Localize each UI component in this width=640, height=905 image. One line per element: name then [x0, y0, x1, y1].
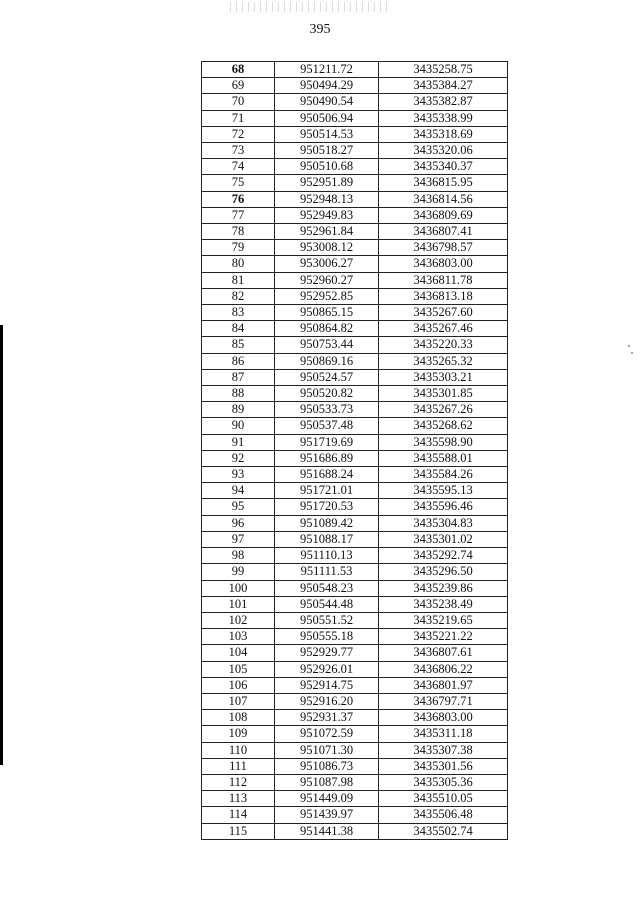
x-coordinate-cell: 952951.89	[275, 175, 379, 191]
y-coordinate-cell: 3436806.22	[379, 661, 508, 677]
table-row	[202, 791, 508, 807]
point-id-cell: 74	[202, 159, 275, 175]
point-id-cell: 100	[202, 580, 275, 596]
table-row	[202, 483, 508, 499]
x-coordinate-cell: 950510.68	[275, 159, 379, 175]
table-row	[202, 596, 508, 612]
y-coordinate-cell: 3436809.69	[379, 207, 508, 223]
y-coordinate-cell: 3435510.05	[379, 791, 508, 807]
point-id-cell: 110	[202, 742, 275, 758]
x-coordinate-cell: 951686.89	[275, 450, 379, 466]
table-row	[202, 710, 508, 726]
x-coordinate-cell: 951720.53	[275, 499, 379, 515]
point-id-cell: 91	[202, 434, 275, 450]
x-coordinate-cell: 950865.15	[275, 305, 379, 321]
point-id-cell: 86	[202, 353, 275, 369]
table-row	[202, 94, 508, 110]
table-row	[202, 62, 508, 78]
x-coordinate-cell: 952961.84	[275, 224, 379, 240]
table-row	[202, 418, 508, 434]
y-coordinate-cell: 3436813.18	[379, 288, 508, 304]
point-id-cell: 107	[202, 693, 275, 709]
y-coordinate-cell: 3435598.90	[379, 434, 508, 450]
y-coordinate-cell: 3435338.99	[379, 110, 508, 126]
x-coordinate-cell: 951072.59	[275, 726, 379, 742]
y-coordinate-cell: 3436801.97	[379, 677, 508, 693]
table-row	[202, 434, 508, 450]
point-id-cell: 105	[202, 661, 275, 677]
table-row	[202, 742, 508, 758]
x-coordinate-cell: 952931.37	[275, 710, 379, 726]
x-coordinate-cell: 952948.13	[275, 191, 379, 207]
point-id-cell: 68	[202, 62, 275, 78]
table-row	[202, 369, 508, 385]
point-id-cell: 78	[202, 224, 275, 240]
x-coordinate-cell: 951086.73	[275, 758, 379, 774]
x-coordinate-cell: 951111.53	[275, 564, 379, 580]
point-id-cell: 96	[202, 515, 275, 531]
y-coordinate-cell: 3435595.13	[379, 483, 508, 499]
point-id-cell: 115	[202, 823, 275, 839]
table-row	[202, 661, 508, 677]
point-id-cell: 104	[202, 645, 275, 661]
table-row	[202, 758, 508, 774]
x-coordinate-cell: 950548.23	[275, 580, 379, 596]
y-coordinate-cell: 3435502.74	[379, 823, 508, 839]
x-coordinate-cell: 951110.13	[275, 548, 379, 564]
table-row	[202, 175, 508, 191]
x-coordinate-cell: 950555.18	[275, 629, 379, 645]
table-row	[202, 499, 508, 515]
x-coordinate-cell: 950520.82	[275, 386, 379, 402]
y-coordinate-cell: 3435239.86	[379, 580, 508, 596]
point-id-cell: 72	[202, 126, 275, 142]
y-coordinate-cell: 3435311.18	[379, 726, 508, 742]
x-coordinate-cell: 951688.24	[275, 467, 379, 483]
y-coordinate-cell: 3435382.87	[379, 94, 508, 110]
point-id-cell: 109	[202, 726, 275, 742]
y-coordinate-cell: 3436814.56	[379, 191, 508, 207]
point-id-cell: 85	[202, 337, 275, 353]
table-row	[202, 402, 508, 418]
table-row	[202, 337, 508, 353]
y-coordinate-cell: 3435384.27	[379, 78, 508, 94]
point-id-cell: 88	[202, 386, 275, 402]
x-coordinate-cell: 950544.48	[275, 596, 379, 612]
point-id-cell: 70	[202, 94, 275, 110]
y-coordinate-cell: 3436811.78	[379, 272, 508, 288]
y-coordinate-cell: 3435221.22	[379, 629, 508, 645]
table-row	[202, 386, 508, 402]
x-coordinate-cell: 950490.54	[275, 94, 379, 110]
y-coordinate-cell: 3436803.00	[379, 256, 508, 272]
point-id-cell: 71	[202, 110, 275, 126]
x-coordinate-cell: 951087.98	[275, 774, 379, 790]
y-coordinate-cell: 3435588.01	[379, 450, 508, 466]
y-coordinate-cell: 3435220.33	[379, 337, 508, 353]
y-coordinate-cell: 3435301.85	[379, 386, 508, 402]
point-id-cell: 101	[202, 596, 275, 612]
y-coordinate-cell: 3435304.83	[379, 515, 508, 531]
table-row	[202, 612, 508, 628]
x-coordinate-cell: 952914.75	[275, 677, 379, 693]
x-coordinate-cell: 952949.83	[275, 207, 379, 223]
coordinates-table-body	[202, 62, 508, 840]
y-coordinate-cell: 3435219.65	[379, 612, 508, 628]
y-coordinate-cell: 3435307.38	[379, 742, 508, 758]
y-coordinate-cell: 3435584.26	[379, 467, 508, 483]
table-row	[202, 467, 508, 483]
x-coordinate-cell: 951721.01	[275, 483, 379, 499]
point-id-cell: 83	[202, 305, 275, 321]
y-coordinate-cell: 3435296.50	[379, 564, 508, 580]
x-coordinate-cell: 953006.27	[275, 256, 379, 272]
table-row	[202, 353, 508, 369]
x-coordinate-cell: 952929.77	[275, 645, 379, 661]
y-coordinate-cell: 3435303.21	[379, 369, 508, 385]
point-id-cell: 95	[202, 499, 275, 515]
y-coordinate-cell: 3435301.56	[379, 758, 508, 774]
point-id-cell: 102	[202, 612, 275, 628]
table-row	[202, 272, 508, 288]
table-row	[202, 207, 508, 223]
point-id-cell: 94	[202, 483, 275, 499]
point-id-cell: 87	[202, 369, 275, 385]
table-row	[202, 450, 508, 466]
point-id-cell: 93	[202, 467, 275, 483]
page-number: 395	[309, 22, 331, 37]
table-row	[202, 677, 508, 693]
table-row	[202, 110, 508, 126]
y-coordinate-cell: 3435268.62	[379, 418, 508, 434]
point-id-cell: 73	[202, 143, 275, 159]
table-row	[202, 191, 508, 207]
point-id-cell: 98	[202, 548, 275, 564]
y-coordinate-cell: 3435301.02	[379, 531, 508, 547]
point-id-cell: 80	[202, 256, 275, 272]
y-coordinate-cell: 3436798.57	[379, 240, 508, 256]
y-coordinate-cell: 3435506.48	[379, 807, 508, 823]
y-coordinate-cell: 3435292.74	[379, 548, 508, 564]
y-coordinate-cell: 3436803.00	[379, 710, 508, 726]
y-coordinate-cell: 3436797.71	[379, 693, 508, 709]
y-coordinate-cell: 3435267.60	[379, 305, 508, 321]
x-coordinate-cell: 951211.72	[275, 62, 379, 78]
y-coordinate-cell: 3435265.32	[379, 353, 508, 369]
table-row	[202, 564, 508, 580]
scan-artifact	[230, 2, 390, 12]
y-coordinate-cell: 3435318.69	[379, 126, 508, 142]
y-coordinate-cell: 3435238.49	[379, 596, 508, 612]
point-id-cell: 106	[202, 677, 275, 693]
table-row	[202, 515, 508, 531]
x-coordinate-cell: 950537.48	[275, 418, 379, 434]
x-coordinate-cell: 950524.57	[275, 369, 379, 385]
y-coordinate-cell: 3435267.26	[379, 402, 508, 418]
x-coordinate-cell: 951089.42	[275, 515, 379, 531]
point-id-cell: 79	[202, 240, 275, 256]
y-coordinate-cell: 3435320.06	[379, 143, 508, 159]
point-id-cell: 84	[202, 321, 275, 337]
point-id-cell: 75	[202, 175, 275, 191]
point-id-cell: 111	[202, 758, 275, 774]
coordinates-table	[201, 61, 508, 840]
point-id-cell: 81	[202, 272, 275, 288]
table-row	[202, 288, 508, 304]
x-coordinate-cell: 952960.27	[275, 272, 379, 288]
scan-speck	[631, 352, 633, 354]
x-coordinate-cell: 950864.82	[275, 321, 379, 337]
point-id-cell: 69	[202, 78, 275, 94]
point-id-cell: 90	[202, 418, 275, 434]
x-coordinate-cell: 951719.69	[275, 434, 379, 450]
x-coordinate-cell: 953008.12	[275, 240, 379, 256]
table-row	[202, 256, 508, 272]
table-row	[202, 774, 508, 790]
table-row	[202, 823, 508, 839]
table-row	[202, 726, 508, 742]
table-row	[202, 693, 508, 709]
x-coordinate-cell: 951449.09	[275, 791, 379, 807]
x-coordinate-cell: 950753.44	[275, 337, 379, 353]
point-id-cell: 112	[202, 774, 275, 790]
x-coordinate-cell: 950533.73	[275, 402, 379, 418]
x-coordinate-cell: 950514.53	[275, 126, 379, 142]
table-row	[202, 78, 508, 94]
point-id-cell: 113	[202, 791, 275, 807]
y-coordinate-cell: 3435340.37	[379, 159, 508, 175]
scan-edge-bar	[0, 325, 3, 765]
table-row	[202, 305, 508, 321]
table-row	[202, 224, 508, 240]
scan-speck	[628, 345, 630, 347]
table-row	[202, 629, 508, 645]
x-coordinate-cell: 952952.85	[275, 288, 379, 304]
table-row	[202, 548, 508, 564]
point-id-cell: 82	[202, 288, 275, 304]
x-coordinate-cell: 950518.27	[275, 143, 379, 159]
y-coordinate-cell: 3435267.46	[379, 321, 508, 337]
point-id-cell: 103	[202, 629, 275, 645]
x-coordinate-cell: 951071.30	[275, 742, 379, 758]
point-id-cell: 99	[202, 564, 275, 580]
y-coordinate-cell: 3436807.41	[379, 224, 508, 240]
table-row	[202, 240, 508, 256]
point-id-cell: 92	[202, 450, 275, 466]
table-row	[202, 143, 508, 159]
x-coordinate-cell: 951439.97	[275, 807, 379, 823]
point-id-cell: 108	[202, 710, 275, 726]
point-id-cell: 97	[202, 531, 275, 547]
x-coordinate-cell: 950506.94	[275, 110, 379, 126]
y-coordinate-cell: 3435258.75	[379, 62, 508, 78]
x-coordinate-cell: 951441.38	[275, 823, 379, 839]
x-coordinate-cell: 952926.01	[275, 661, 379, 677]
y-coordinate-cell: 3435305.36	[379, 774, 508, 790]
x-coordinate-cell: 950494.29	[275, 78, 379, 94]
table-row	[202, 580, 508, 596]
point-id-cell: 77	[202, 207, 275, 223]
table-row	[202, 321, 508, 337]
y-coordinate-cell: 3436807.61	[379, 645, 508, 661]
point-id-cell: 76	[202, 191, 275, 207]
y-coordinate-cell: 3435596.46	[379, 499, 508, 515]
table-row	[202, 807, 508, 823]
table-row	[202, 531, 508, 547]
x-coordinate-cell: 950551.52	[275, 612, 379, 628]
point-id-cell: 114	[202, 807, 275, 823]
point-id-cell: 89	[202, 402, 275, 418]
x-coordinate-cell: 950869.16	[275, 353, 379, 369]
x-coordinate-cell: 952916.20	[275, 693, 379, 709]
table-row	[202, 159, 508, 175]
table-row	[202, 126, 508, 142]
x-coordinate-cell: 951088.17	[275, 531, 379, 547]
table-row	[202, 645, 508, 661]
y-coordinate-cell: 3436815.95	[379, 175, 508, 191]
